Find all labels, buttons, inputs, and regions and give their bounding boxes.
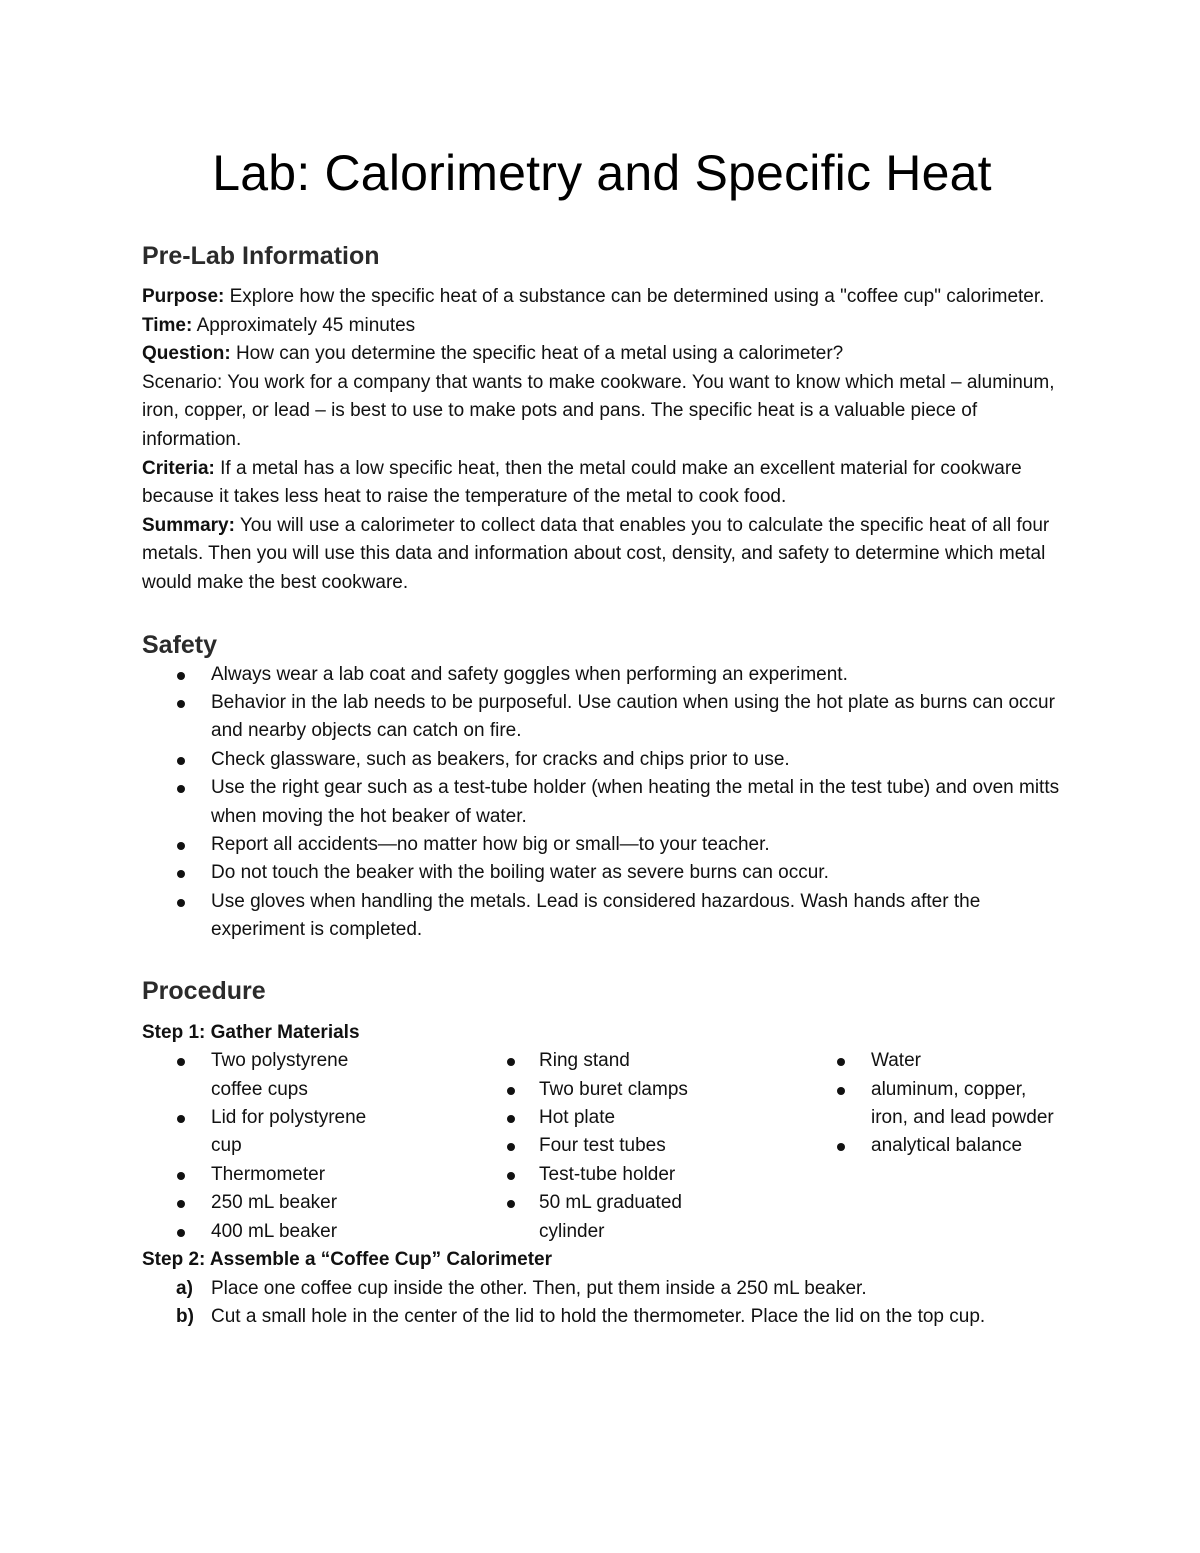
materials-column-1 [142, 1047, 472, 1246]
list-item [472, 1104, 802, 1132]
list-item-text: Hot plate [539, 1107, 616, 1128]
question-text: How can you determine the specific heat of a metal using a calorimeter? [230, 343, 844, 365]
list-item-text: Use gloves when handling the metals. Lead is considered hazardous. Wash hands after the experiment is completed. [211, 890, 981, 941]
list-item-text: Use the right gear such as a test-tube holder (when heating the metal in the test tube) and oven mitts when moving the hot beaker of water. [211, 777, 1060, 827]
bullet-icon [177, 672, 185, 680]
list-item-text: Cut a small hole in the center of the lid to hold the thermometer. Place the lid on the top cup. [211, 1306, 986, 1328]
bullet-icon [837, 1143, 845, 1151]
bullet-icon [837, 1087, 845, 1095]
question-label: Question: [142, 343, 231, 365]
list-item [142, 689, 1062, 746]
list-item [472, 1189, 802, 1246]
materials-column-3 [802, 1047, 1062, 1246]
list-item-text: Four test tubes [539, 1135, 666, 1157]
list-item [142, 661, 1062, 689]
summary-paragraph [142, 512, 1062, 598]
list-item-text: 400 mL beaker [211, 1220, 338, 1242]
list-item-text: Test-tube holder [539, 1163, 676, 1185]
list-item [142, 1218, 472, 1246]
list-item-text: Two buret clamps [539, 1078, 688, 1100]
list-item-text: 250 mL beaker [211, 1192, 338, 1214]
bullet-icon [177, 1115, 185, 1123]
time-text: Approximately 45 minutes [192, 314, 416, 336]
list-item-text: Thermometer [211, 1163, 326, 1185]
list-item-text: Do not touch the beaker with the boiling water as severe burns can occur. [211, 862, 829, 884]
time-paragraph [142, 312, 1062, 341]
list-item-text: Water [871, 1050, 921, 1072]
list-item-text: Ring stand [539, 1050, 630, 1072]
list-item [142, 831, 1062, 859]
materials-column-2 [472, 1047, 802, 1246]
criteria-paragraph [142, 455, 1062, 512]
bullet-icon [177, 1229, 185, 1237]
materials-list-3 [802, 1047, 1062, 1161]
purpose-paragraph [142, 283, 1062, 312]
safety-heading: Safety [142, 630, 218, 659]
procedure-heading: Procedure [142, 976, 266, 1005]
step2-list [142, 1275, 1062, 1332]
purpose-text: Explore how the specific heat of a substance can be determined using a "coffee cup" calorimeter. [224, 286, 1045, 307]
prelab-section [142, 283, 1062, 598]
list-item-text: Behavior in the lab needs to be purposeful. Use caution when using the hot plate as burns can occur and nearby objects can catch on fire. [211, 691, 1055, 742]
list-item-text: Lid for polystyrene cup [211, 1107, 367, 1157]
bullet-icon [177, 899, 185, 907]
purpose-label: Purpose: [142, 286, 225, 307]
step1-title: Step 1: Gather Materials [142, 1021, 360, 1043]
step2-title: Step 2: Assemble a “Coffee Cup” Calorimeter [142, 1249, 553, 1271]
list-item [142, 1047, 472, 1104]
materials-columns [142, 1047, 1062, 1246]
list-item [142, 1161, 472, 1189]
time-label: Time: [142, 314, 193, 336]
list-item [142, 1303, 1062, 1332]
bullet-icon [507, 1143, 515, 1151]
list-item [142, 1189, 472, 1217]
list-item [142, 1275, 1062, 1304]
list-item-text: Report all accidents—no matter how big or small—to your teacher. [211, 833, 770, 855]
list-item-text: Check glassware, such as beakers, for cracks and chips prior to use. [211, 748, 790, 770]
list-item-text: 50 mL graduated cylinder [539, 1192, 682, 1242]
list-item [802, 1047, 1062, 1075]
materials-list-2 [472, 1047, 802, 1246]
list-item-text: Always wear a lab coat and safety goggles when performing an experiment. [211, 663, 848, 685]
list-item [802, 1132, 1062, 1160]
bullet-icon [507, 1058, 515, 1066]
bullet-icon [837, 1058, 845, 1066]
bullet-icon [177, 1058, 185, 1066]
criteria-text: If a metal has a low specific heat, then the metal could make an excellent material for cookware because it takes less heat to raise the temperature of the metal to cook food. [142, 457, 1022, 508]
prelab-heading: Pre-Lab Information [142, 242, 380, 270]
scenario-paragraph: Scenario: You work for a company that wants to make cookware. You want to know which metal – aluminum, iron, copper, or lead – is best to use to make pots and pans. The specific heat is a valuable piece of information. [142, 371, 1055, 450]
bullet-icon [177, 700, 185, 708]
list-item [472, 1161, 802, 1189]
list-item [142, 888, 1062, 945]
page-title: Lab: Calorimetry and Specific Heat [212, 145, 992, 201]
bullet-icon [507, 1115, 515, 1123]
list-item [472, 1132, 802, 1160]
materials-list-1 [142, 1047, 472, 1246]
list-item-text: Two polystyrene coffee cups [211, 1050, 349, 1100]
summary-text: You will use a calorimeter to collect data that enables you to calculate the specific heat of all four metals. Then you will use this data and information about cost, density, and safety to determine which metal would make the best cookware. [142, 514, 1050, 593]
list-item-text: aluminum, copper, iron, and lead powder [871, 1078, 1054, 1128]
bullet-icon [177, 842, 185, 850]
bullet-icon [177, 1200, 185, 1208]
bullet-icon [177, 757, 185, 765]
bullet-icon [507, 1087, 515, 1095]
step-marker: a) [176, 1277, 193, 1299]
list-item [142, 746, 1062, 774]
bullet-icon [507, 1200, 515, 1208]
list-item-text: Place one coffee cup inside the other. Then, put them inside a 250 mL beaker. [211, 1277, 867, 1299]
document-page [142, 140, 1062, 1332]
list-item [142, 1104, 472, 1161]
list-item [472, 1047, 802, 1075]
bullet-icon [177, 870, 185, 878]
summary-label: Summary: [142, 514, 235, 536]
list-item [142, 859, 1062, 887]
list-item [472, 1076, 802, 1104]
bullet-icon [177, 785, 185, 793]
list-item-text: analytical balance [871, 1135, 1023, 1157]
step-marker: b) [176, 1306, 194, 1328]
criteria-label: Criteria: [142, 457, 215, 479]
list-item [802, 1076, 1062, 1133]
list-item [142, 774, 1062, 831]
question-paragraph [142, 340, 1062, 369]
bullet-icon [507, 1172, 515, 1180]
safety-list [142, 661, 1062, 945]
bullet-icon [177, 1172, 185, 1180]
